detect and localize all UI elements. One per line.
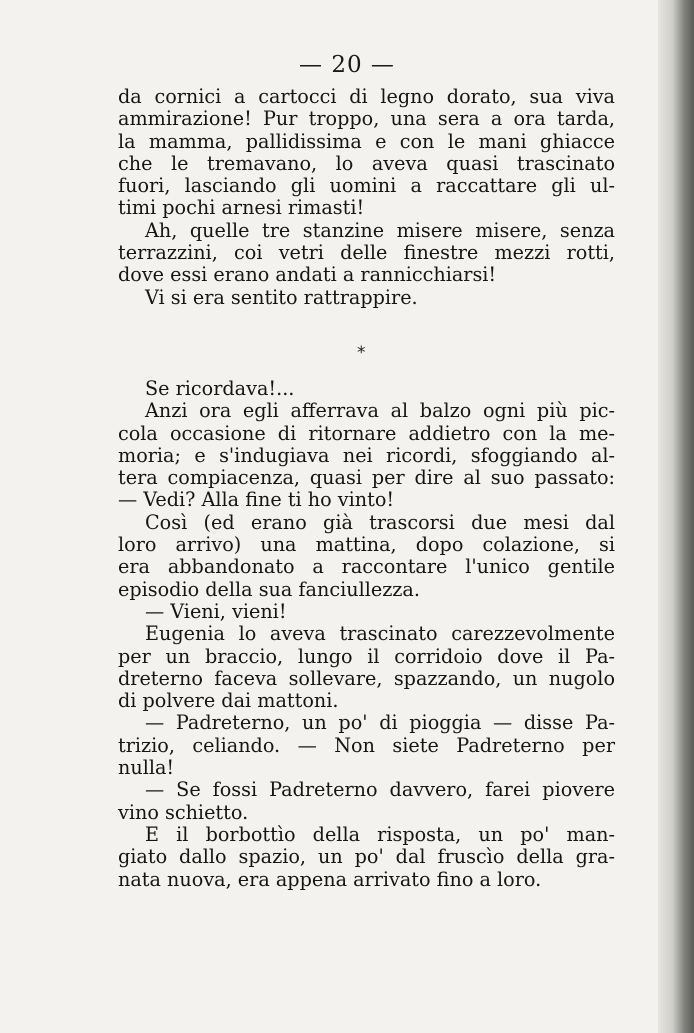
text-line: — Padreterno, un po' di pioggia — disse Pa- [145, 711, 615, 735]
section-separator: * [357, 343, 366, 363]
paragraph-block-top [118, 86, 615, 309]
text-line: cola occasione di ritornare addietro con la me- [118, 421, 615, 445]
text-line: per un braccio, lungo il corridoio dove il Pa- [118, 644, 615, 668]
text-line: Ah, quelle tre stanzine misere misere, senza [145, 218, 615, 242]
text-line: dove essi erano andati a rannicchiarsi! [118, 263, 497, 287]
text-line: dreterno faceva sollevare, spazzando, un nugolo [118, 666, 615, 690]
text-line: E il borbottìo della risposta, un po' man- [145, 822, 615, 846]
text-line: timi pochi arnesi rimasti! [118, 196, 365, 220]
text-line: — Vedi? Alla fine ti ho vinto! [118, 488, 395, 512]
text-line: nata nuova, era appena arrivato fino a loro. [118, 867, 542, 891]
text-line: loro arrivo) una mattina, dopo colazione, si [118, 533, 615, 557]
text-line: episodio della sua fanciullezza. [118, 577, 420, 601]
text-line: vino schietto. [118, 800, 249, 824]
text-line: terrazzini, coi vetri delle finestre mezzi rotti, [118, 241, 615, 265]
text-line: la mamma, pallidissima e con le mani ghiacce [118, 129, 615, 153]
text-line: era abbandonato a raccontare l'unico gentile [118, 555, 615, 579]
text-line: Vi si era sentito rattrappire. [145, 285, 418, 309]
text-line: Eugenia lo aveva trascinato carezzevolmente [145, 622, 615, 646]
text-line: che le tremavano, lo aveva quasi trascinato [118, 151, 615, 175]
text-line: giato dallo spazio, un po' dal fruscìo della gra- [118, 845, 615, 869]
text-line: Anzi ora egli afferrava al balzo ogni più pic- [145, 399, 615, 423]
text-line: tera compiacenza, quasi per dire al suo passato: [118, 466, 615, 490]
text-line: nulla! [118, 756, 175, 780]
text-line: da cornici a cartocci di legno dorato, sua viva [118, 85, 615, 108]
page-number: — 20 — [299, 52, 395, 78]
text-line: moria; e s'indugiava nei ricordi, sfoggiando al- [118, 443, 615, 467]
text-line: trizio, celiando. — Non siete Padreterno per [118, 733, 615, 757]
text-line: di polvere dai mattoni. [118, 689, 339, 713]
text-line: Se ricordava!... [145, 377, 295, 400]
text-line: Così (ed erano già trascorsi due mesi dal [145, 510, 615, 534]
paragraph-block-bottom [118, 378, 615, 891]
text-line: — Vieni, vieni! [145, 599, 287, 623]
page-binding-edge [658, 0, 694, 1033]
text-line: — Se fossi Padreterno davvero, farei piovere [145, 778, 615, 802]
text-line: ammirazione! Pur troppo, una sera a ora tarda, [118, 107, 615, 131]
text-line: fuori, lasciando gli uomini a raccattare gli ul- [118, 174, 615, 198]
